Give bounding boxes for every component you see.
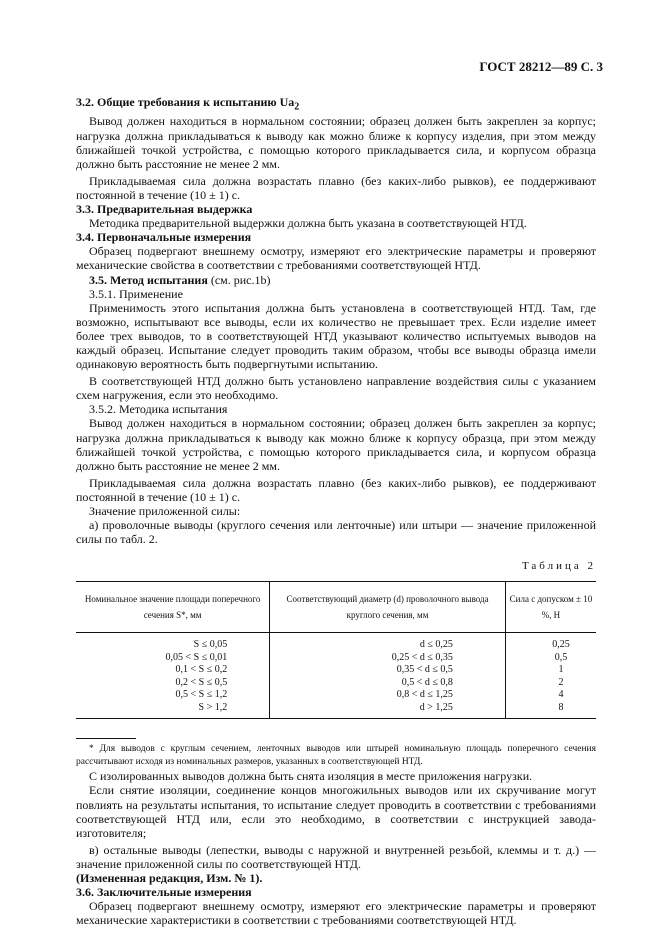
page-content	[76, 95, 596, 927]
paragraph: Прикладываемая сила должна возрастать плавно (без каких-либо рывков), ее поддерживают постоянной в течение (10 ± 1) с.	[76, 173, 596, 202]
section-3-5-heading: 3.5. Метод испытания (см. рис.1b)	[89, 272, 271, 287]
table-cell: 0,2 < S ≤ 0,5	[175, 676, 228, 688]
table-cell: d ≤ 0,25	[270, 633, 506, 652]
table-row	[76, 633, 596, 652]
paragraph: Образец подвергают внешнему осмотру, измеряют его электрические параметры и проверяют механические свойства в соответствии с требованиями соответствующей НТД.	[76, 244, 596, 273]
table-cell: d > 1,25	[270, 702, 506, 719]
footnote: * Для выводов с круглым сечением, ленточных выводов или штырей номинальную площадь поперечного сечения рассчитывают исходя из номинальных размеров, указанных в соответствующей НТД.	[76, 744, 596, 768]
paragraph: В соответствующей НТД должно быть установлено направление воздействия силы с указанием схем нагружения, если это необходимо.	[76, 374, 596, 403]
table-cell: 0,05 < S ≤ 0,01	[165, 651, 228, 663]
paragraph: Вывод должен находиться в нормальном состоянии; образец должен быть закреплен за корпус; нагрузка должна прикладываться к выводу как можно ближе к корпусу образца, при этом между ближайшей точкой устройства, с помощью которого прикладывается сила, и корпусом образца должно быть расстояние не менее 2 мм.	[76, 416, 596, 473]
table-cell: 0,5	[505, 652, 596, 665]
subsection-3-5-1: 3.5.1. Применение	[89, 286, 183, 301]
table-cell: 2	[505, 677, 596, 690]
paragraph: Методика предварительной выдержки должна быть указана в соответствующей НТД.	[89, 216, 527, 231]
paragraph: Применимость этого испытания должна быть установлена в соответствующей НТД. Там, где возможно, испытывают все выводы, если их количество не превышает трех. Если изделие имеет более трех выводов, то в соответствующей НТД указывают количество испытуемых выводов на каждый образец. Испытание следует проводить таким образом, чтобы все выводы образца имели одинаковую вероятность быть подвергнутыми испытанию.	[76, 300, 596, 372]
section-3-2-heading: 3.2. Общие требования к испытанию $Ua_2$	[76, 95, 300, 113]
table-header: Сила с допуском ± 10 %, Н	[505, 582, 596, 633]
table-caption: Таблица 2	[521, 560, 596, 573]
table-row	[76, 689, 596, 702]
table-cell: 4	[505, 689, 596, 702]
paragraph: Значение приложенной силы:	[89, 504, 241, 519]
table-cell: 0,35 < d ≤ 0,5	[270, 664, 506, 677]
table-row	[76, 652, 596, 665]
page-header: ГОСТ 28212—89 С. 3	[479, 59, 603, 74]
table-cell: 0,25	[505, 633, 596, 652]
table-cell: 1	[505, 664, 596, 677]
paragraph: Если снятие изоляции, соединение концов многожильных выводов или их скручивание могут повлиять на результаты испытания, то испытание следует проводить в соответствии с требованиями соответствующей НТД или, если это необходимо, в соответствии с инструкцией завода-изготовителя;	[76, 783, 596, 840]
table-row	[76, 702, 596, 719]
paragraph: Вывод должен находиться в нормальном состоянии; образец должен быть закреплен за корпус; нагрузка должна прикладываться к выводу как можно ближе к корпусу изделия, при этом между ближайшей точкой устройства, с помощью которого прикладывается сила, и корпусом образца должно быть расстояние не менее 2 мм.	[76, 114, 596, 171]
table-row	[76, 664, 596, 677]
table-cell: S ≤ 0,05	[193, 639, 228, 651]
paragraph: в) остальные выводы (лепестки, выводы с наружной и внутренней резьбой, клеммы и т. д.) — значение приложенной силы по соответствующей НТД.	[76, 842, 596, 871]
paragraph: С изолированных выводов должна быть снята изоляция в месте приложения нагрузки.	[89, 769, 533, 784]
table-cell: 0,1 < S ≤ 0,2	[175, 664, 228, 676]
paragraph: Образец подвергают внешнему осмотру, измеряют его электрические параметры и проверяют механические характеристики в соответствии с требованиями соответствующей НТД.	[76, 899, 596, 928]
footnote-divider	[76, 738, 136, 739]
section-3-3-heading: 3.3. Предварительная выдержка	[76, 202, 253, 217]
table-header: Номинальное значение площади поперечного сечения S*, мм	[76, 582, 270, 633]
force-table	[76, 581, 596, 719]
table-header: Соответствующий диаметр (d) проволочного вывода круглого сечения, мм	[270, 582, 506, 633]
subsection-3-5-2: 3.5.2. Методика испытания	[89, 402, 228, 417]
amendment-note: (Измененная редакция, Изм. № 1).	[76, 871, 263, 886]
table-cell: 0,5 < d ≤ 0,8	[270, 677, 506, 690]
table-cell: S > 1,2	[198, 701, 228, 713]
table-cell: 8	[505, 702, 596, 719]
paragraph: Прикладываемая сила должна возрастать плавно (без каких-либо рывков), ее поддерживают постоянной в течение (10 ± 1) с.	[76, 475, 596, 504]
paragraph: а) проволочные выводы (круглого сечения или ленточные) или штыри — значение приложенной силы по табл. 2.	[76, 518, 596, 547]
table-row	[76, 677, 596, 690]
section-3-4-heading: 3.4. Первоначальные измерения	[76, 230, 252, 245]
heading-subscript: 2	[294, 101, 300, 113]
table-cell: 0,25 < d ≤ 0,35	[270, 652, 506, 665]
table-cell: 0,5 < S ≤ 1,2	[175, 689, 228, 701]
section-3-6-heading: 3.6. Заключительные измерения	[76, 885, 252, 900]
table-cell: 0,8 < d ≤ 1,25	[270, 689, 506, 702]
